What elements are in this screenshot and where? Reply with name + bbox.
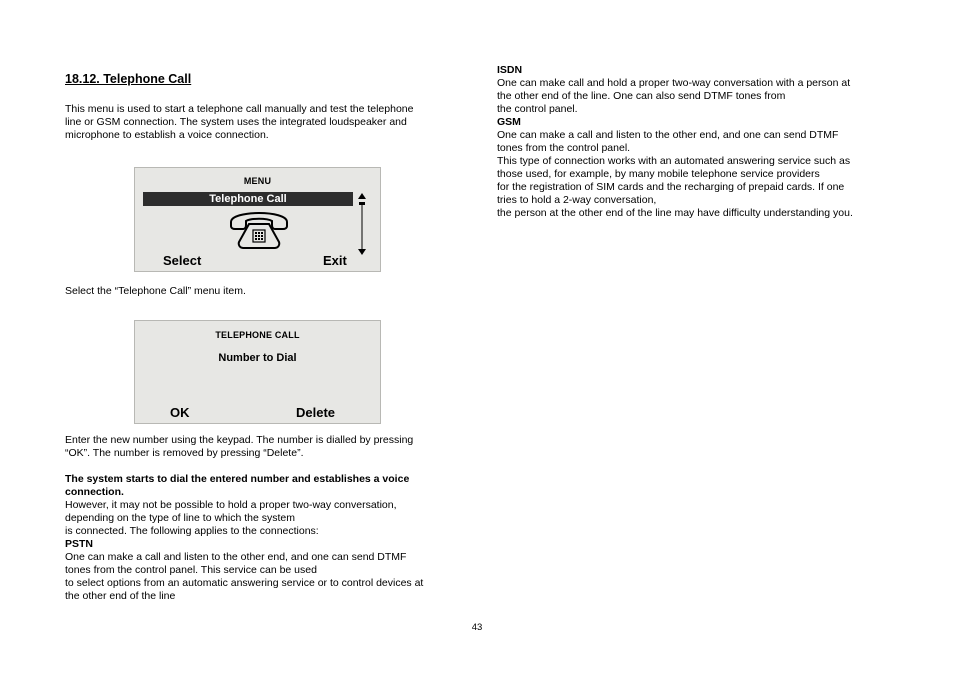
text-line: Enter the new number using the keypad. The number is dialled by pressing xyxy=(65,434,414,446)
exit-softkey[interactable]: Exit xyxy=(323,253,347,268)
text-line: One can make a call and listen to the other end, and one can send DTMF xyxy=(497,129,839,141)
number-prompt: Number to Dial xyxy=(218,352,297,364)
text-line: the other end of the line xyxy=(65,590,176,602)
text-line: those used, for example, by many mobile telephone service providers xyxy=(497,168,820,180)
delete-softkey[interactable]: Delete xyxy=(296,405,336,420)
text-line: tones from the control panel. xyxy=(497,142,631,154)
ok-softkey[interactable]: OK xyxy=(170,405,190,420)
text-line: the person at the other end of the line may have difficulty understanding you. xyxy=(497,207,853,219)
text-line: This type of connection works with an automated answering service such as xyxy=(497,155,851,167)
text-line: to select options from an automatic answering service or to control devices at xyxy=(65,577,424,589)
text-line: tones from the control panel. This service can be used xyxy=(65,564,317,576)
telephone-call-screen xyxy=(134,320,381,424)
text-line: line or GSM connection. The system uses the integrated loudspeaker and xyxy=(65,116,407,128)
connections-section xyxy=(65,473,423,603)
screen-header: MENU xyxy=(243,176,272,186)
isdn-heading: ISDN xyxy=(497,64,523,76)
text-line: “OK”. The number is removed by pressing “Delete”. xyxy=(65,447,304,459)
caption-select: Select the “Telephone Call” menu item. xyxy=(65,285,246,297)
telephone-icon xyxy=(227,208,291,250)
gsm-heading: GSM xyxy=(497,116,521,128)
text-line: tries to hold a 2-way conversation, xyxy=(497,194,657,206)
text-line: for the registration of SIM cards and the recharging of prepaid cards. If one xyxy=(497,181,845,193)
scroll-arrow-icon xyxy=(355,192,369,256)
bold-note-line: connection. xyxy=(65,486,124,498)
section-title: 18.12. Telephone Call xyxy=(65,72,192,86)
right-column xyxy=(497,64,853,220)
select-softkey[interactable]: Select xyxy=(163,253,202,268)
pstn-heading: PSTN xyxy=(65,538,94,550)
text-line: the other end of the line. One can also send DTMF tones from xyxy=(497,90,786,102)
page-number: 43 xyxy=(471,622,483,633)
intro-paragraph xyxy=(65,103,413,142)
selected-menu-item: Telephone Call xyxy=(143,192,353,206)
text-line: the control panel. xyxy=(497,103,578,115)
text-line: This menu is used to start a telephone call manually and test the telephone xyxy=(65,103,414,115)
text-line: However, it may not be possible to hold a proper two-way conversation, xyxy=(65,499,397,511)
screen-header: TELEPHONE CALL xyxy=(215,330,300,340)
text-line: One can make a call and listen to the other end, and one can send DTMF xyxy=(65,551,407,563)
caption-enter-number xyxy=(65,434,413,460)
text-line: microphone to establish a voice connection. xyxy=(65,129,269,141)
text-line: One can make call and hold a proper two-way conversation with a person at xyxy=(497,77,851,89)
text-line: depending on the type of line to which the system xyxy=(65,512,295,524)
bold-note-line: The system starts to dial the entered number and establishes a voice xyxy=(65,473,410,485)
menu-screen xyxy=(134,167,381,272)
text-line: is connected. The following applies to the connections: xyxy=(65,525,319,537)
